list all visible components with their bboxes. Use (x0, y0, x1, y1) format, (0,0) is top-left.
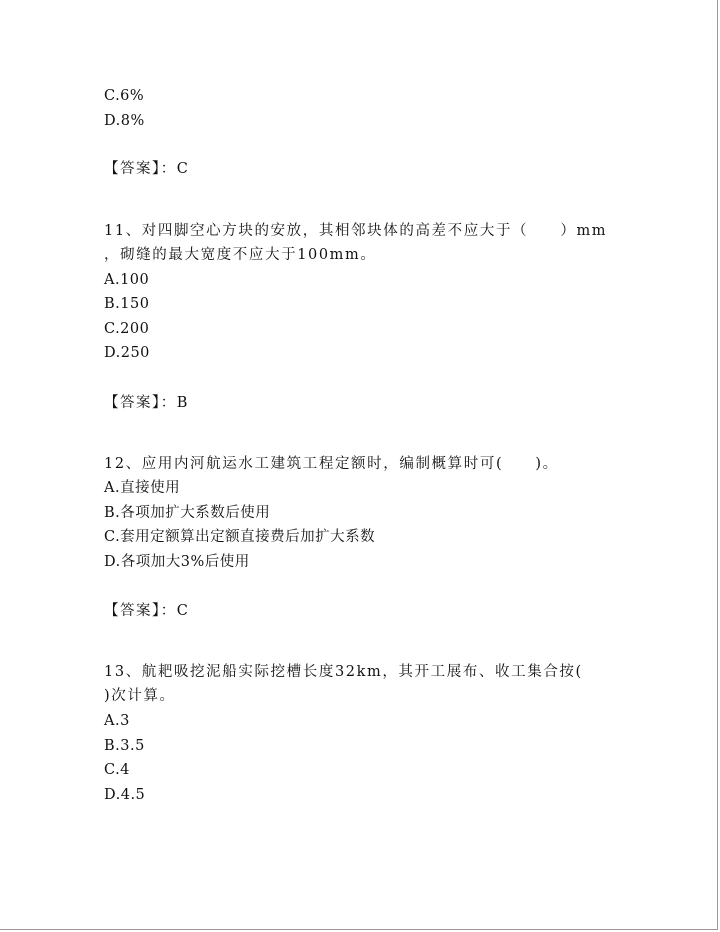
question-11-answer: 【答案】：B (104, 395, 189, 411)
question-12-option-c: C.套用定额算出定额直接费后加扩大系数 (104, 529, 376, 545)
question-13-option-a: A.3 (104, 713, 130, 729)
question-12-stem-line1: 12、应用内河航运水工建筑工程定额时，编制概算时可( )。 (104, 456, 559, 472)
question-13-option-d: D.4.5 (104, 787, 146, 803)
question-11-option-a: A.100 (104, 272, 150, 288)
question-13-option-c: C.4 (104, 762, 130, 778)
answer-prev: 【答案】：C (104, 161, 190, 177)
question-13-stem-line1: 13、航耙吸挖泥船实际挖槽长度32km，其开工展布、收工集合按( (104, 664, 583, 680)
question-12-option-b: B.各项加扩大系数后使用 (104, 505, 271, 521)
question-11-option-b: B.150 (104, 296, 150, 312)
question-13-option-b: B.3.5 (104, 738, 145, 754)
question-11-stem-line1: 11、对四脚空心方块的安放，其相邻块体的高差不应大于（ ）mm (104, 223, 608, 239)
question-11-stem-line2: ，砌缝的最大宽度不应大于100mm。 (104, 247, 377, 263)
question-11-option-c: C.200 (104, 321, 150, 337)
option-d-prev: D.8% (104, 113, 145, 129)
question-12-answer: 【答案】：C (104, 603, 190, 619)
question-13-stem-line2: )次计算。 (104, 688, 176, 704)
option-c-prev: C.6% (104, 88, 145, 104)
question-12-option-d: D.各项加大3%后使用 (104, 554, 250, 570)
question-11-option-d: D.250 (104, 345, 150, 361)
question-12-option-a: A.直接使用 (104, 480, 181, 496)
